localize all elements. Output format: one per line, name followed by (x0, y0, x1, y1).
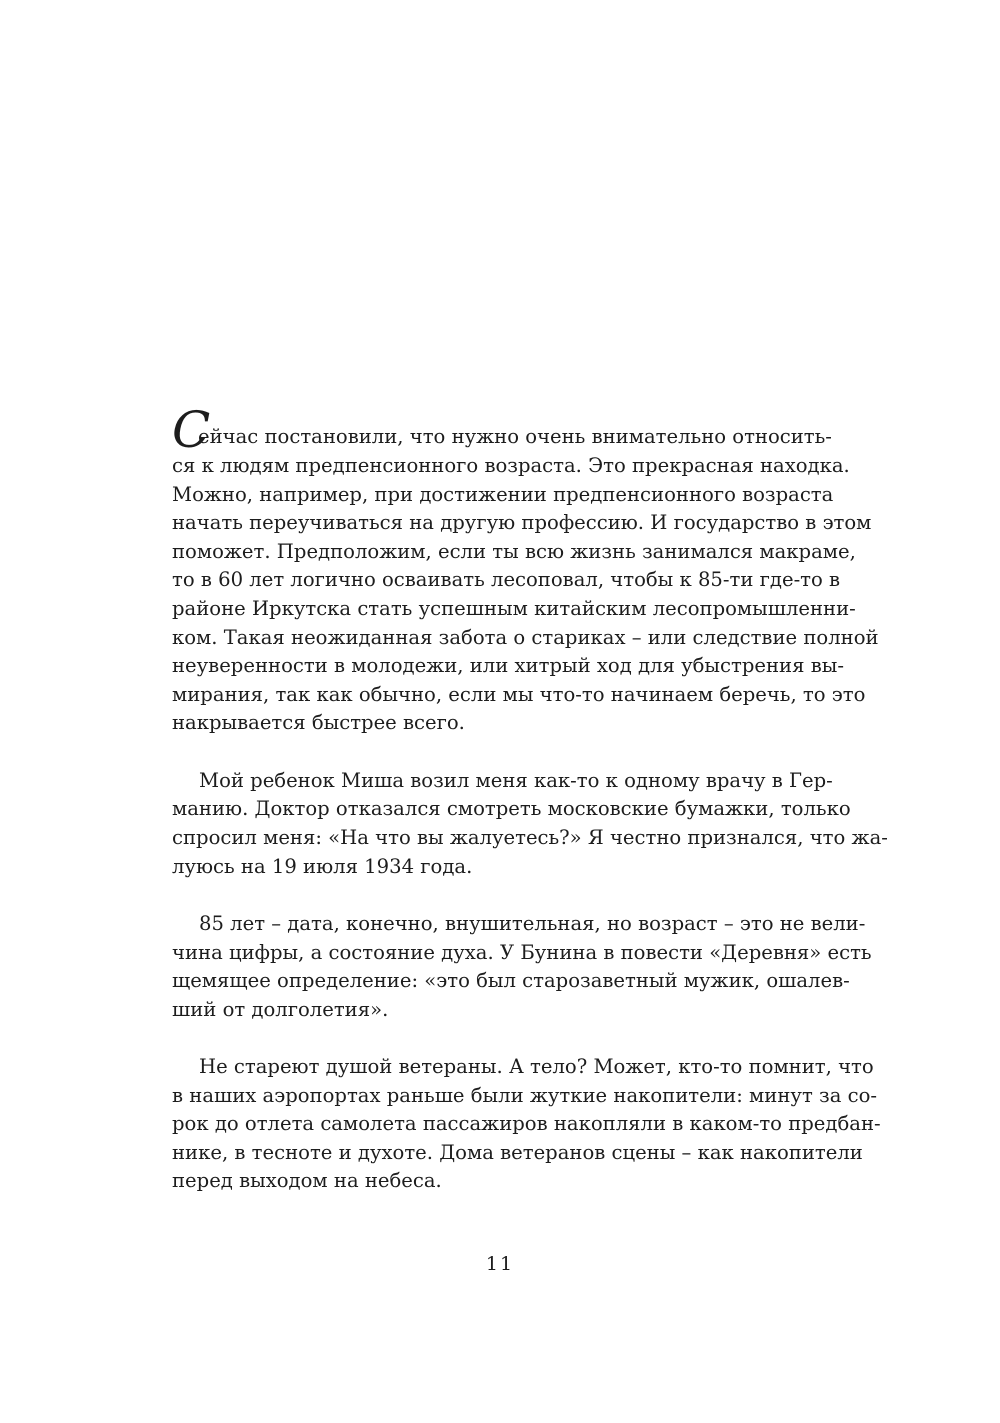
text-line: рок до отлета самолета пассажиров накопляли в каком-то предбан- (172, 1112, 881, 1136)
text-line: районе Иркутска стать успешным китайским лесопромышленни- (172, 596, 856, 620)
text-line: неуверенности в молодежи, или хитрый ход для убыстрения вы- (172, 654, 844, 678)
text-line: мирания, так как обычно, если мы что-то начинаем беречь, то это (172, 682, 866, 706)
text-line: ком. Такая неожиданная забота о стариках – или следствие полной (172, 625, 879, 649)
text-line: 85 лет – дата, конечно, внушительная, но возраст – это не вели- (199, 911, 866, 935)
text-line: ший от долголетия». (172, 997, 389, 1021)
text-line: перед выходом на небеса. (172, 1169, 442, 1193)
text-line: начать переучиваться на другую профессию. И государство в этом (172, 511, 872, 535)
text-line: ейчас постановили, что нужно очень внимательно относить- (198, 425, 832, 449)
body-text (172, 401, 888, 1196)
text-line: манию. Доктор отказался смотреть московские бумажки, только (172, 797, 851, 821)
text-line: щемящее определение: «это был старозаветный мужик, ошалев- (172, 969, 850, 993)
text-line: спросил меня: «На что вы жалуетесь?» Я честно признался, что жа- (172, 825, 888, 849)
page-number: 11 (485, 1253, 515, 1275)
paragraph-gap (172, 881, 817, 910)
text-line: Мой ребенок Миша возил меня как-то к одному врачу в Гер- (199, 768, 833, 792)
text-line: Можно, например, при достижении предпенсионного возраста (172, 482, 834, 506)
text-line: поможет. Предположим, если ты всю жизнь занимался макраме, (172, 539, 856, 563)
paragraph-4 (172, 1053, 881, 1196)
paragraph-1 (172, 401, 879, 738)
text-line: ся к людям предпенсионного возраста. Это прекрасная находка. (172, 454, 850, 477)
paragraph-gap (172, 1024, 817, 1053)
paragraph-3 (172, 910, 872, 1024)
text-line: накрывается быстрее всего. (172, 711, 465, 735)
drop-cap: С (172, 401, 211, 459)
paragraph-2 (172, 767, 888, 881)
text-line: в наших аэропортах раньше были жуткие накопители: минут за со- (172, 1083, 878, 1107)
text-line: нике, в тесноте и духоте. Дома ветеранов сцены – как накопители (172, 1140, 863, 1164)
paragraph-gap (172, 738, 817, 767)
text-line: то в 60 лет логично осваивать лесоповал, чтобы к 85-ти где-то в (172, 568, 841, 592)
text-line: чина цифры, а состояние духа. У Бунина в повести «Деревня» есть (172, 940, 872, 964)
text-line: луюсь на 19 июля 1934 года. (172, 854, 473, 878)
text-line: Не стареют душой ветераны. А тело? Может, кто-то помнит, что (199, 1055, 874, 1079)
